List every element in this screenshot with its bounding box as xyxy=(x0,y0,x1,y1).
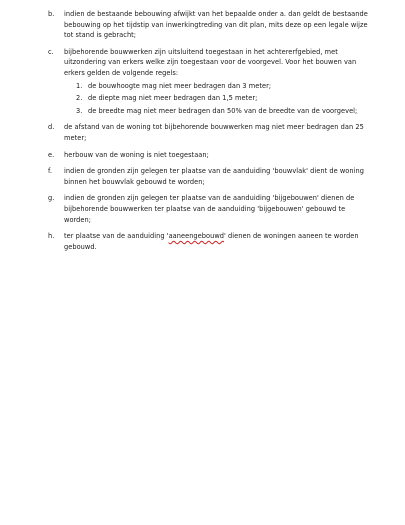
text-line: de afstand van de woning tot bijbehorende bouwwerken mag niet meer bedragen dan 25 xyxy=(64,123,364,132)
sublist-item xyxy=(76,81,378,92)
list-item-e xyxy=(48,150,378,161)
text-line xyxy=(64,231,378,242)
text-line: gebouwd. xyxy=(64,242,97,251)
sublist-text: de breedte mag niet meer bedragen dan 50% van de breedte van de voorgevel; xyxy=(88,106,358,115)
regulation-list xyxy=(48,9,378,258)
list-item-h xyxy=(48,231,378,252)
text-line: worden; xyxy=(64,215,92,224)
text-segment: ter plaatse van de aanduiding ' xyxy=(64,232,169,241)
list-item-g xyxy=(48,193,378,225)
list-marker: d. xyxy=(48,123,55,132)
sublist-item xyxy=(76,93,378,104)
text-line: indien de gronden zijn gelegen ter plaatse van de aanduiding 'bijgebouwen' dienen de xyxy=(64,194,355,203)
list-item-f xyxy=(48,166,378,187)
text-line: tot stand is gebracht; xyxy=(64,31,137,40)
text-segment: ' dienen de woningen aaneen te worden xyxy=(224,232,359,241)
text-line: binnen het bouwvlak gebouwd te worden; xyxy=(64,177,205,186)
sublist-number: 3. xyxy=(76,106,83,115)
list-marker: c. xyxy=(48,47,54,56)
sublist-number: 1. xyxy=(76,81,83,90)
text-line: herbouw van de woning is niet toegestaan; xyxy=(64,150,209,159)
list-marker: h. xyxy=(48,232,55,241)
list-item-d xyxy=(48,122,378,143)
list-marker: b. xyxy=(48,10,55,18)
sublist-item xyxy=(76,106,378,117)
spellcheck-flagged-word[interactable]: aaneengebouwd xyxy=(168,232,224,241)
sublist-number: 2. xyxy=(76,94,83,103)
sublist-text: de diepte mag niet meer bedragen dan 1,5 meter; xyxy=(88,94,258,103)
list-item-b xyxy=(48,9,378,41)
erker-rules-list xyxy=(64,81,378,117)
text-line: meter; xyxy=(64,133,87,142)
list-item-c xyxy=(48,47,378,117)
list-marker: f. xyxy=(48,167,53,176)
text-line: uitzondering van erkers welke zijn toegestaan voor de voorgevel. Voor het bouwen van xyxy=(64,58,357,67)
text-line: erkers gelden de volgende regels: xyxy=(64,68,179,77)
text-line: indien de bestaande bebouwing afwijkt van het bepaalde onder a. dan geldt de bestaande xyxy=(64,10,368,18)
text-line: bijbehorende bouwwerken ter plaatse van de aanduiding 'bijgebouwen' gebouwd te xyxy=(64,204,346,213)
list-marker: g. xyxy=(48,194,55,203)
text-line: indien de gronden zijn gelegen ter plaatse van de aanduiding 'bouwvlak' dient de woning xyxy=(64,167,364,176)
sublist-text: de bouwhoogte mag niet meer bedragen dan 3 meter; xyxy=(88,81,272,90)
text-line: bebouwing op het tijdstip van inwerkingtreding van dit plan, mits deze op een legale wijze xyxy=(64,20,368,29)
list-marker: e. xyxy=(48,150,55,159)
text-line: bijbehorende bouwwerken zijn uitsluitend toegestaan in het achtererfgebied, met xyxy=(64,47,338,56)
